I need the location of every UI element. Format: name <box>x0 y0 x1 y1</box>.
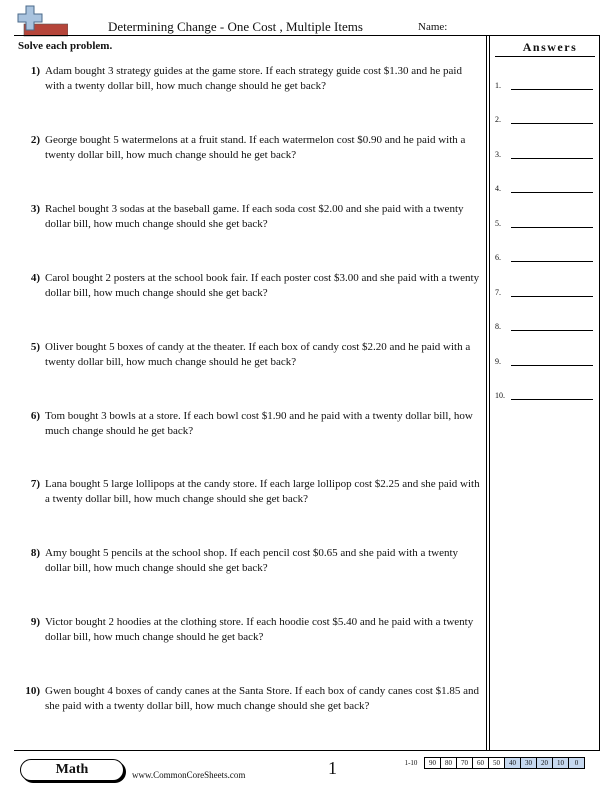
answer-label: 7. <box>495 288 501 297</box>
problem-number: 2) <box>30 134 40 146</box>
answers-title-underline <box>495 56 595 57</box>
column-divider <box>489 36 490 750</box>
problem-text: Carol bought 2 posters at the school book fair. If each poster cost $3.00 and she paid with a twenty dollar bill, how much change should she get back? <box>45 272 480 299</box>
answer-label: 10. <box>495 391 505 400</box>
problem <box>18 477 480 507</box>
answer-slot[interactable] <box>495 179 595 193</box>
answer-line[interactable] <box>511 399 593 400</box>
answer-label: 5. <box>495 219 501 228</box>
problem-text: Victor bought 2 hoodies at the clothing store. If each hoodie cost $5.40 and he paid with a twenty dollar bill, how much change should he get back? <box>45 616 474 643</box>
answer-line[interactable] <box>511 330 593 331</box>
answer-line[interactable] <box>511 261 593 262</box>
problem-text: Lana bought 5 large lollipops at the candy store. If each large lollipop cost $2.25 and she paid with a twenty dollar bill, how much change should she get back? <box>45 478 480 505</box>
answer-slot[interactable] <box>495 145 595 159</box>
score-cell: 60 <box>473 758 489 769</box>
problem-text: George bought 5 watermelons at a fruit stand. If each watermelon cost $0.90 and he paid with a twenty dollar bill, how much change should he get back? <box>45 134 466 161</box>
page-title: Determining Change - One Cost , Multiple Items <box>108 19 363 34</box>
problem-text: Tom bought 3 bowls at a store. If each bowl cost $1.90 and he paid with a twenty dollar bill, how much change should he get back? <box>45 410 473 437</box>
problem <box>18 409 480 439</box>
answer-slot[interactable] <box>495 352 595 366</box>
score-cell: 20 <box>537 758 553 769</box>
answer-line[interactable] <box>511 365 593 366</box>
name-label: Name: <box>418 21 448 33</box>
problem-number: 9) <box>30 616 40 628</box>
problem <box>18 64 480 94</box>
answer-line[interactable] <box>511 227 593 228</box>
answer-label: 3. <box>495 150 501 159</box>
problem <box>18 615 480 645</box>
plus-cross-logo-icon <box>14 4 68 38</box>
score-cell: 40 <box>505 758 521 769</box>
answer-line[interactable] <box>511 89 593 90</box>
score-cell: 50 <box>489 758 505 769</box>
answer-label: 2. <box>495 115 501 124</box>
page-number: 1 <box>328 758 337 778</box>
score-cell: 0 <box>569 758 585 769</box>
problem <box>18 133 480 163</box>
answer-slot[interactable] <box>495 110 595 124</box>
score-cell: 30 <box>521 758 537 769</box>
problem-text: Gwen bought 4 boxes of candy canes at the Santa Store. If each box of candy canes cost $1.85 and she paid with a twenty dollar bill, how much change should she get back? <box>45 685 480 712</box>
problem <box>18 271 480 301</box>
answer-slot[interactable] <box>495 283 595 297</box>
score-cell: 90 <box>425 758 441 769</box>
score-table <box>398 757 585 769</box>
answer-line[interactable] <box>511 296 593 297</box>
problem <box>18 340 480 370</box>
answer-label: 9. <box>495 357 501 366</box>
score-cell: 10 <box>553 758 569 769</box>
problem-number: 5) <box>30 341 40 353</box>
answer-line[interactable] <box>511 158 593 159</box>
problem-text: Adam bought 3 strategy guides at the game store. If each strategy guide cost $1.30 and he paid with a twenty dollar bill, how much change should he get back? <box>45 65 462 92</box>
website-link[interactable]: www.CommonCoreSheets.com <box>132 770 246 780</box>
problem-number: 3) <box>30 203 40 215</box>
problem <box>18 202 480 232</box>
problem-number: 1) <box>30 65 40 77</box>
score-cell: 80 <box>441 758 457 769</box>
answer-slot[interactable] <box>495 317 595 331</box>
score-cell: 70 <box>457 758 473 769</box>
problem-text: Rachel bought 3 sodas at the baseball game. If each soda cost $2.00 and she paid with a twenty dollar bill, how much change should she get back? <box>45 203 464 230</box>
answer-label: 1. <box>495 81 501 90</box>
answer-label: 6. <box>495 253 501 262</box>
problem-number: 8) <box>30 547 40 559</box>
problem-number: 6) <box>30 410 40 422</box>
answer-label: 4. <box>495 184 501 193</box>
answer-slot[interactable] <box>495 386 595 400</box>
problem-number: 7) <box>30 478 40 490</box>
column-divider <box>486 36 487 750</box>
answer-line[interactable] <box>511 123 593 124</box>
subject-badge: Math <box>20 759 124 781</box>
instructions: Solve each problem. <box>18 40 113 52</box>
answer-label: 8. <box>495 322 501 331</box>
answer-slot[interactable] <box>495 248 595 262</box>
problem <box>18 684 480 714</box>
score-range-label: 1-10 <box>404 759 418 767</box>
problem-text: Amy bought 5 pencils at the school shop. If each pencil cost $0.65 and she paid with a twenty dollar bill, how much change should she get back? <box>45 547 459 574</box>
problem-number: 4) <box>30 272 40 284</box>
answer-slot[interactable] <box>495 76 595 90</box>
answer-line[interactable] <box>511 192 593 193</box>
answer-slot[interactable] <box>495 214 595 228</box>
problem-number: 10) <box>25 685 40 697</box>
problem <box>18 546 480 576</box>
problem-text: Oliver bought 5 boxes of candy at the theater. If each box of candy cost $2.20 and he paid with a twenty dollar bill, how much change should he get back? <box>45 341 471 368</box>
answers-title: Answers <box>522 40 578 54</box>
